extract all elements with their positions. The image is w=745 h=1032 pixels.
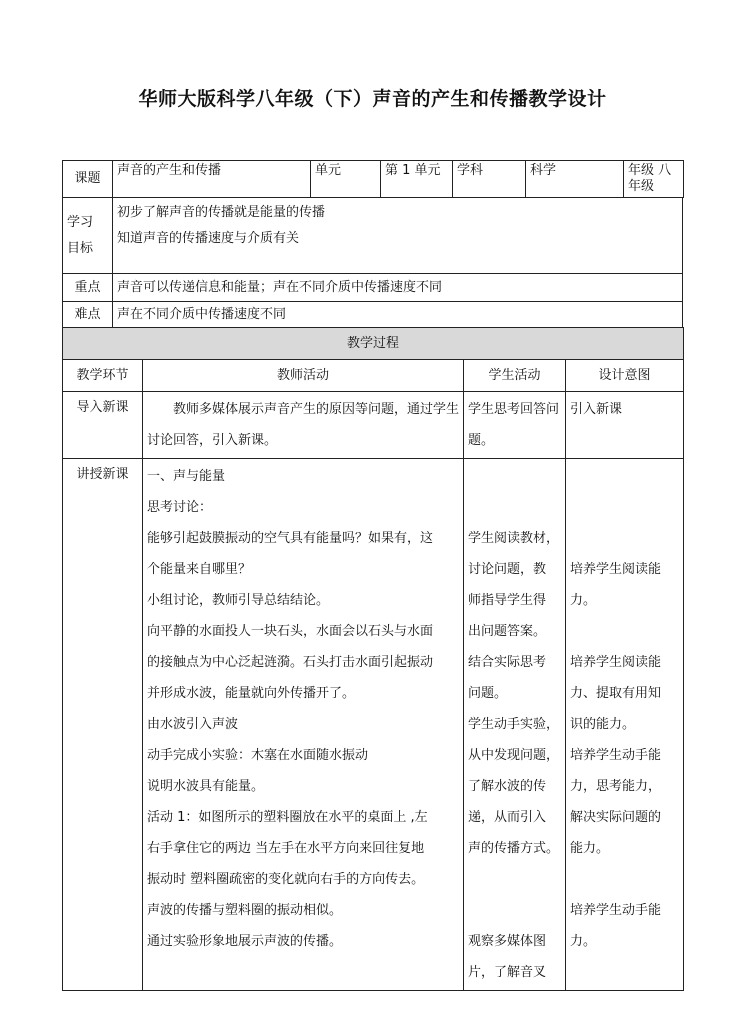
student-line: 从中发现问题， [468, 748, 560, 763]
intro-intent: 引入新课 [566, 392, 684, 459]
student-line [468, 492, 561, 523]
teacher-line: 动手完成小实验：木塞在水面随水振动 [147, 748, 369, 763]
student-line: 结合实际思考 [468, 655, 547, 670]
intent-line: 识的能力。 [570, 717, 636, 732]
student-line: 学生动手实验， [468, 717, 560, 732]
teacher-line: 由水波引入声波 [147, 717, 239, 732]
student-line: 学生阅读教材， [468, 531, 560, 546]
intent-line: 培养学生阅读能 [570, 655, 662, 670]
teacher-line: 振动时 塑料圈疏密的变化就向右手的方向传去。 [147, 872, 425, 887]
student-line: 师指导学生得 [468, 593, 547, 608]
grade-cell [624, 161, 684, 198]
intro-stage: 导入新课 [63, 392, 143, 459]
teacher-line: 向平静的水面投人一块石头，水面会以石头与水面 [147, 624, 434, 639]
teacher-line: 活动 1：如图所示的塑料圈放在水平的桌面上 ,左 [147, 810, 428, 825]
topic-value: 声音的产生和传播 [113, 161, 311, 198]
goal-line-1: 初步了解声音的传播就是能量的传播 [117, 205, 326, 220]
key-label: 重点 [63, 274, 113, 302]
new-intent [566, 459, 684, 991]
new-student [464, 459, 566, 991]
teacher-line: 通过实验形象地展示声波的传播。 [147, 934, 343, 949]
teacher-line: 一、声与能量 [147, 469, 226, 484]
goal-line-2: 知道声音的传播速度与介质有关 [117, 231, 300, 246]
teacher-line: 个能量来自哪里？ [147, 562, 252, 577]
intent-line: 力、提取有用知 [570, 686, 662, 701]
student-line: 片，了解音叉 [468, 965, 547, 980]
goals-label-1: 学习 [67, 214, 94, 230]
intent-line: 力，思考能力， [570, 779, 662, 794]
unit-label: 单元 [311, 161, 381, 198]
difficulty-text: 声在不同介质中传播速度不同 [113, 302, 683, 328]
teacher-line: 思考讨论： [147, 500, 213, 515]
unit-value: 第 1 单元 [381, 161, 453, 198]
intent-line [570, 616, 679, 647]
student-line [468, 864, 561, 895]
student-line: 问题。 [468, 686, 508, 701]
intent-line: 培养学生阅读能 [570, 562, 662, 577]
student-line [468, 461, 561, 492]
student-line: 声的传播方式。 [468, 841, 560, 856]
document-title: 华师大版科学八年级（下）声音的产生和传播教学设计 [138, 88, 607, 110]
goals-label-2: 目标 [67, 240, 94, 256]
subject-value: 科学 [526, 161, 624, 198]
lesson-plan-table [62, 160, 683, 991]
intent-line [570, 492, 679, 523]
intro-teacher: 教师多媒体展示声音产生的原因等问题，通过学生讨论回答，引入新课。 [143, 392, 464, 459]
teacher-line: 右手拿住它的两边 当左手在水平方向来回往复地 [147, 841, 425, 856]
teacher-line: 小组讨论，教师引导总结结论。 [147, 593, 330, 608]
intent-line [570, 461, 679, 492]
process-header: 教学过程 [63, 328, 684, 360]
student-line: 出问题答案。 [468, 624, 547, 639]
topic-label: 课题 [63, 161, 113, 198]
new-stage: 讲授新课 [63, 459, 143, 991]
intent-line [570, 523, 679, 554]
grade-value: 八年级 [628, 163, 672, 194]
teacher-line: 并形成水波，能量就向外传播开了。 [147, 686, 356, 701]
teacher-line: 能够引起鼓膜振动的空气具有能量吗？如果有，这 [147, 531, 434, 546]
intent-line: 培养学生动手能 [570, 903, 662, 918]
new-teacher [143, 459, 464, 991]
grade-label: 年级 [628, 163, 655, 178]
student-line: 了解水波的传 [468, 779, 547, 794]
student-line: 递，从而引入 [468, 810, 547, 825]
goals-label-cell [63, 198, 113, 274]
intent-line: 解决实际问题的 [570, 810, 662, 825]
teacher-line: 声波的传播与塑料圈的振动相似。 [147, 903, 343, 918]
key-text: 声音可以传递信息和能量；声在不同介质中传播速度不同 [113, 274, 683, 302]
intent-line [570, 864, 679, 895]
difficulty-label: 难点 [63, 302, 113, 328]
subject-label: 学科 [453, 161, 526, 198]
student-line: 观察多媒体图 [468, 934, 547, 949]
col-stage: 教学环节 [63, 360, 143, 392]
teacher-line: 说明水波具有能量。 [147, 779, 265, 794]
intent-line: 能力。 [570, 841, 610, 856]
student-line [468, 895, 561, 926]
intent-line: 力。 [570, 934, 597, 949]
goals-content [113, 198, 683, 274]
intro-student: 学生思考回答问题。 [464, 392, 566, 459]
student-line: 讨论问题，教 [468, 562, 547, 577]
intent-line: 培养学生动手能 [570, 748, 662, 763]
col-student: 学生活动 [464, 360, 566, 392]
col-intent: 设计意图 [566, 360, 684, 392]
teacher-line: 的接触点为中心泛起涟漪。石头打击水面引起振动 [147, 655, 434, 670]
col-teacher: 教师活动 [143, 360, 464, 392]
intent-line: 力。 [570, 593, 597, 608]
